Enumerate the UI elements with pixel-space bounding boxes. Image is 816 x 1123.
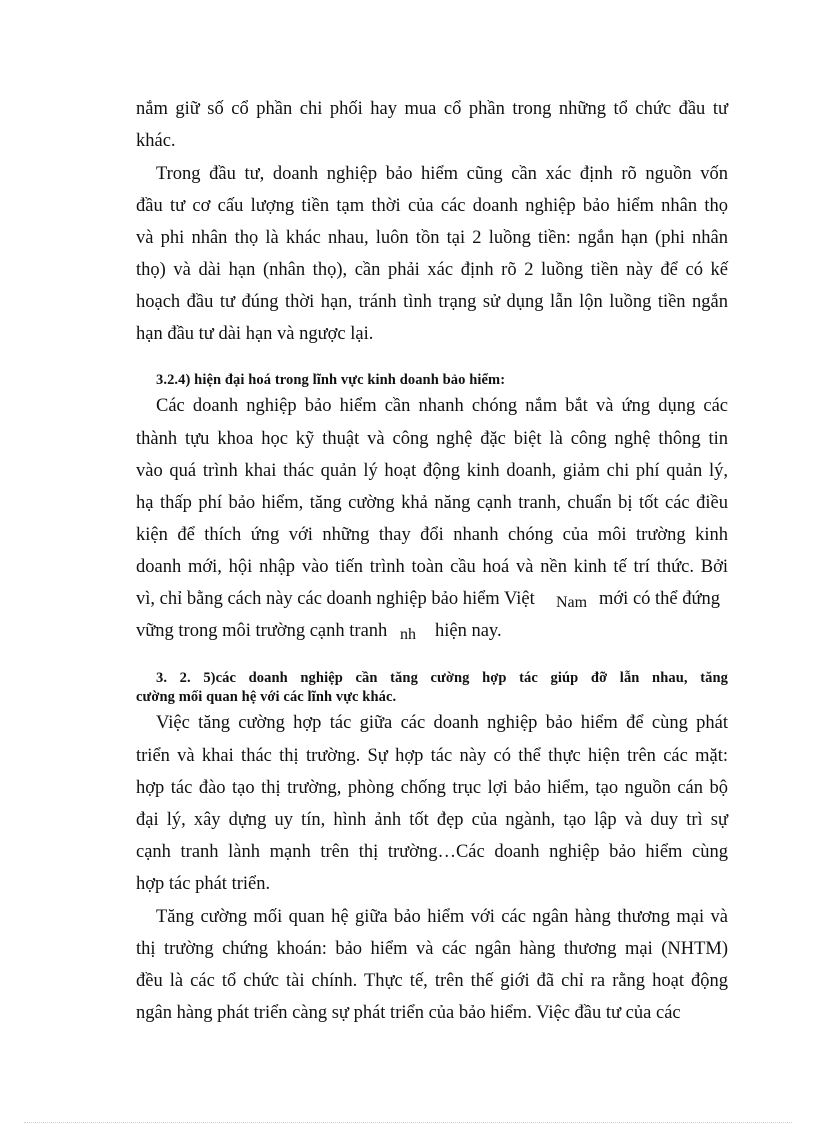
paragraph-line: doanh mới, hội nhập vào tiến trình toàn cầu hoá và nền kinh tế trí thức. Bởi	[136, 557, 728, 577]
paragraph-line: Trong đầu tư, doanh nghiệp bảo hiểm cũng cần xác định rõ nguồn vốn	[156, 164, 728, 184]
paragraph-fragment: vững trong môi trường cạnh tranh	[136, 621, 388, 641]
paragraph-fragment: vì, chỉ bằng cách này các doanh nghiệp bảo hiểm Việt	[136, 589, 535, 609]
paragraph-line: thành tựu khoa học kỹ thuật và công nghệ đặc biệt là công nghệ thông tin	[136, 429, 728, 449]
paragraph-fragment: mới có thể đứng	[599, 589, 721, 609]
paragraph-line: ngân hàng phát triển càng sự phát triển của bảo hiểm. Việc đầu tư của các	[136, 1003, 681, 1023]
paragraph-line: triển và khai thác thị trường. Sự hợp tác này có thể thực hiện trên các mặt:	[136, 746, 728, 766]
paragraph-line: hợp tác đào tạo thị trường, phòng chống trục lợi bảo hiểm, tạo nguồn cán bộ	[136, 778, 728, 798]
paragraph-line: đầu tư cơ cấu lượng tiền tạm thời của các doanh nghiệp bảo hiểm nhân thọ	[136, 196, 728, 216]
paragraph-line: hoạch đầu tư đúng thời hạn, tránh tình trạng sử dụng lẫn lộn luồng tiền ngắn	[136, 292, 728, 312]
paragraph-line: thị trường chứng khoán: bảo hiểm và các ngân hàng thương mại (NHTM)	[136, 939, 728, 959]
paragraph-line: đại lý, xây dựng uy tín, hình ảnh tốt đẹp của ngành, tạo lập và duy trì sự	[136, 810, 728, 830]
paragraph-line: hạ thấp phí bảo hiểm, tăng cường khả năng cạnh tranh, chuẩn bị tốt các điều	[136, 493, 728, 513]
section-heading-3-2-5-cont: cường mối quan hệ với các lĩnh vực khác.	[136, 689, 397, 705]
section-heading-3-2-5: 3. 2. 5)các doanh nghiệp cần tăng cường hợp tác giúp đỡ lẫn nhau, tăng	[156, 670, 728, 686]
paragraph-line: thọ) và dài hạn (nhân thọ), cần phải xác định rõ 2 luồng tiền này để có kế	[136, 260, 728, 280]
paragraph-line: đều là các tổ chức tài chính. Thực tế, trên thế giới đã chỉ ra rằng hoạt động	[136, 971, 728, 991]
subscript-fragment: nh	[400, 626, 416, 643]
section-heading-3-2-4: 3.2.4) hiện đại hoá trong lĩnh vực kinh doanh bảo hiểm:	[156, 372, 506, 388]
paragraph-fragment: hiện nay.	[435, 621, 502, 641]
paragraph-line: hợp tác phát triển.	[136, 874, 271, 894]
subscript-fragment: Nam	[556, 594, 588, 611]
paragraph-line: và phi nhân thọ là khác nhau, luôn tồn tại 2 luồng tiền: ngắn hạn (phi nhân	[136, 228, 728, 248]
paragraph-line: nắm giữ số cổ phần chi phối hay mua cổ phần trong những tổ chức đầu tư	[136, 99, 728, 119]
paragraph-line: Các doanh nghiệp bảo hiểm cần nhanh chóng nắm bắt và ứng dụng các	[156, 396, 728, 416]
paragraph-line: khác.	[136, 131, 176, 151]
paragraph-line: vào quá trình khai thác quản lý hoạt động kinh doanh, giảm chi phí quản lý,	[136, 461, 728, 481]
paragraph-line: Việc tăng cường hợp tác giữa các doanh nghiệp bảo hiểm để cùng phát	[156, 713, 728, 733]
paragraph-line: cạnh tranh lành mạnh trên thị trường…Các doanh nghiệp bảo hiểm cùng	[136, 842, 728, 862]
paragraph-line: hạn đầu tư dài hạn và ngược lại.	[136, 324, 374, 344]
paragraph-line: Tăng cường mối quan hệ giữa bảo hiểm với các ngân hàng thương mại và	[156, 907, 728, 927]
paragraph-line: kiện để thích ứng với những thay đổi nhanh chóng của môi trường kinh	[136, 525, 728, 545]
